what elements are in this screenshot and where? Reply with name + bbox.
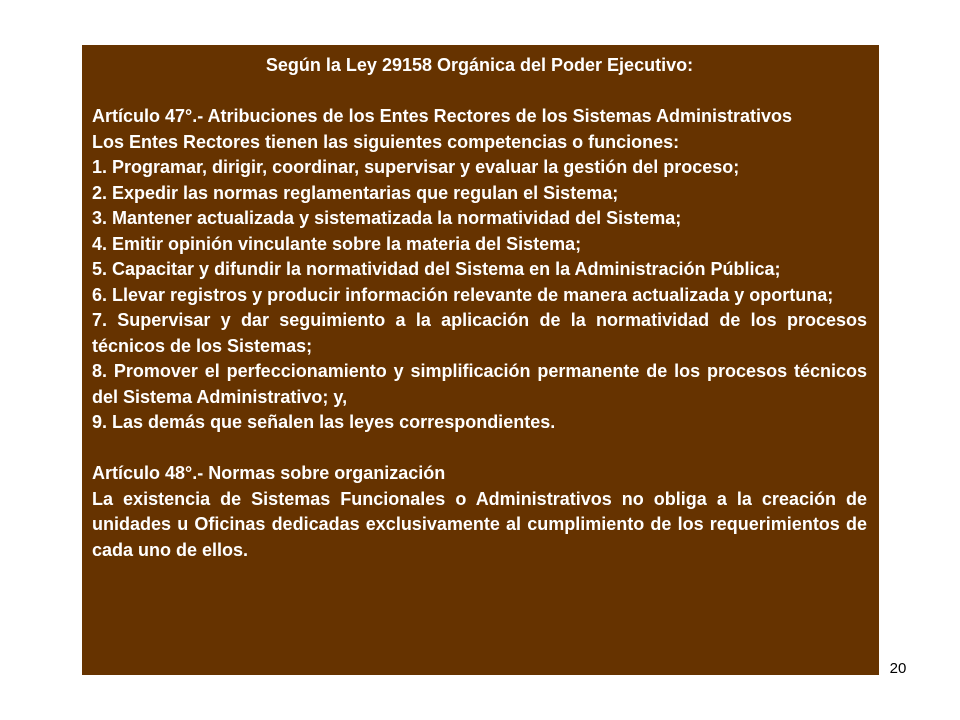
article-47-item-4: 4. Emitir opinión vinculante sobre la materia del Sistema; [92,233,582,254]
article-47-item-3: 3. Mantener actualizada y sistematizada la normatividad del Sistema; [92,208,682,228]
article-47-item-9: 9. Las demás que señalen las leyes correspondientes. [92,412,556,432]
article-47-item-2: 2. Expedir las normas reglamentarias que regulan el Sistema; [92,182,619,203]
article-48-heading: Artículo 48°.- Normas sobre organización [92,463,446,483]
article-48-text: La existencia de Sistemas Funcionales o Administrativos no obliga a la creación de unidades u Oficinas dedicadas exclusivamente al cumplimiento de los requerimientos de cada uno de ellos. [92,488,867,560]
article-47-item-5: 5. Capacitar y difundir la normatividad del Sistema en la Administración Pública; [92,259,781,279]
article-47-intro: Los Entes Rectores tienen las siguientes competencias o funciones: [92,131,680,152]
spacer [92,79,867,105]
article-47-item-6: 6. Llevar registros y producir información relevante de manera actualizada y oportuna; [92,284,834,305]
content-box [82,45,879,675]
article-47-item-8: 8. Promover el perfeccionamiento y simplificación permanente de los procesos técnicos del Sistema Administrativo; y, [92,361,867,407]
spacer [92,436,867,462]
article-47-item-7: 7. Supervisar y dar seguimiento a la aplicación de la normatividad de los procesos técnicos de los Sistemas; [92,310,867,356]
article-47-item-1: 1. Programar, dirigir, coordinar, supervisar y evaluar la gestión del proceso; [92,157,740,177]
page-number: 20 [889,660,907,677]
article-47-heading: Artículo 47°.- Atribuciones de los Entes Rectores de los Sistemas Administrativos [92,106,793,126]
slide-title: Según la Ley 29158 Orgánica del Poder Ejecutivo: [265,55,694,75]
